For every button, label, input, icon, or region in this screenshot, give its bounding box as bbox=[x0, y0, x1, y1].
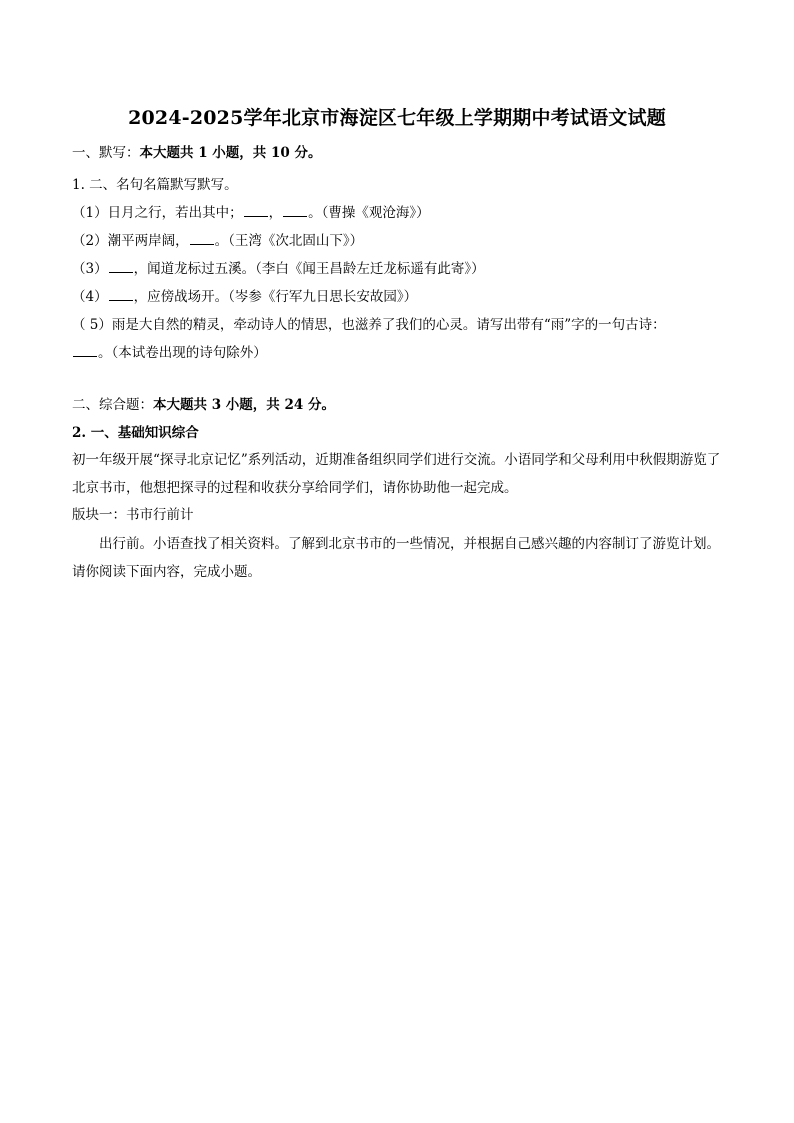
section-1-lead: 一、默写： bbox=[72, 145, 140, 161]
answer-blank[interactable] bbox=[109, 260, 133, 273]
question-2-intro: 初一年级开展“探寻北京记忆”系列活动，近期准备组织同学们进行交流。小语同学和父母利用中秋假期游览了北京书市，他想把探寻的过程和收获分享给同学们，请你协助他一起完成。 bbox=[72, 452, 721, 496]
question-1-item-1 bbox=[72, 204, 722, 222]
block-1-paragraph: 出行前。小语查找了相关资料。了解到北京书市的一些情况，并根据自己感兴趣的内容制订了游览计划。请你阅读下面内容，完成小题。 bbox=[72, 536, 720, 580]
question-1-item-3 bbox=[72, 260, 722, 278]
answer-blank[interactable] bbox=[73, 344, 97, 357]
answer-blank[interactable] bbox=[190, 232, 214, 245]
exam-title: 2024-2025学年北京市海淀区七年级上学期期中考试语文试题 bbox=[128, 107, 666, 129]
question-1-item-4 bbox=[72, 288, 722, 306]
answer-blank[interactable] bbox=[109, 288, 133, 301]
section-1-header bbox=[72, 144, 722, 162]
item-4-text-b: ，应傍战场开。（岑参《行军九日思长安故园》） bbox=[133, 289, 418, 305]
item-5-text-b: 。（本试卷出现的诗句除外） bbox=[98, 345, 267, 361]
block-1-heading: 版块一：书市行前计 bbox=[72, 507, 194, 523]
question-1-item-5-cont bbox=[72, 344, 722, 362]
question-1-item-5: （ 5）雨是大自然的精灵，牵动诗人的情思，也滋养了我们的心灵。请写出带有“雨”字的一句古诗： bbox=[72, 317, 666, 333]
item-3-text-a: （3） bbox=[72, 261, 108, 277]
section-1-info: 本大题共 1 小题，共 10 分。 bbox=[139, 145, 322, 161]
item-2-text-b: 。（王湾《次北固山下》） bbox=[214, 233, 364, 249]
item-4-text-a: （4） bbox=[72, 289, 108, 305]
section-2-info: 本大题共 3 小题，共 24 分。 bbox=[153, 397, 335, 413]
item-2-text-a: （2）潮平两岸阔， bbox=[72, 233, 189, 249]
item-1-text-a: （1）日月之行，若出其中； bbox=[72, 205, 243, 221]
answer-blank[interactable] bbox=[244, 204, 268, 217]
item-1-text-c: 。（曹操《观沧海》） bbox=[308, 205, 430, 221]
section-2-lead: 二、综合题： bbox=[72, 397, 153, 413]
question-1-label: 1. 二、名句名篇默写默写。 bbox=[72, 177, 238, 193]
item-1-text-b: ， bbox=[268, 205, 283, 221]
question-1-item-2 bbox=[72, 232, 722, 250]
question-2-label: 2. 一、基础知识综合 bbox=[72, 425, 199, 441]
section-2-header bbox=[72, 396, 722, 414]
item-3-text-b: ，闻道龙标过五溪。（李白《闻王昌龄左迁龙标遥有此寄》） bbox=[133, 261, 485, 277]
answer-blank[interactable] bbox=[283, 204, 307, 217]
